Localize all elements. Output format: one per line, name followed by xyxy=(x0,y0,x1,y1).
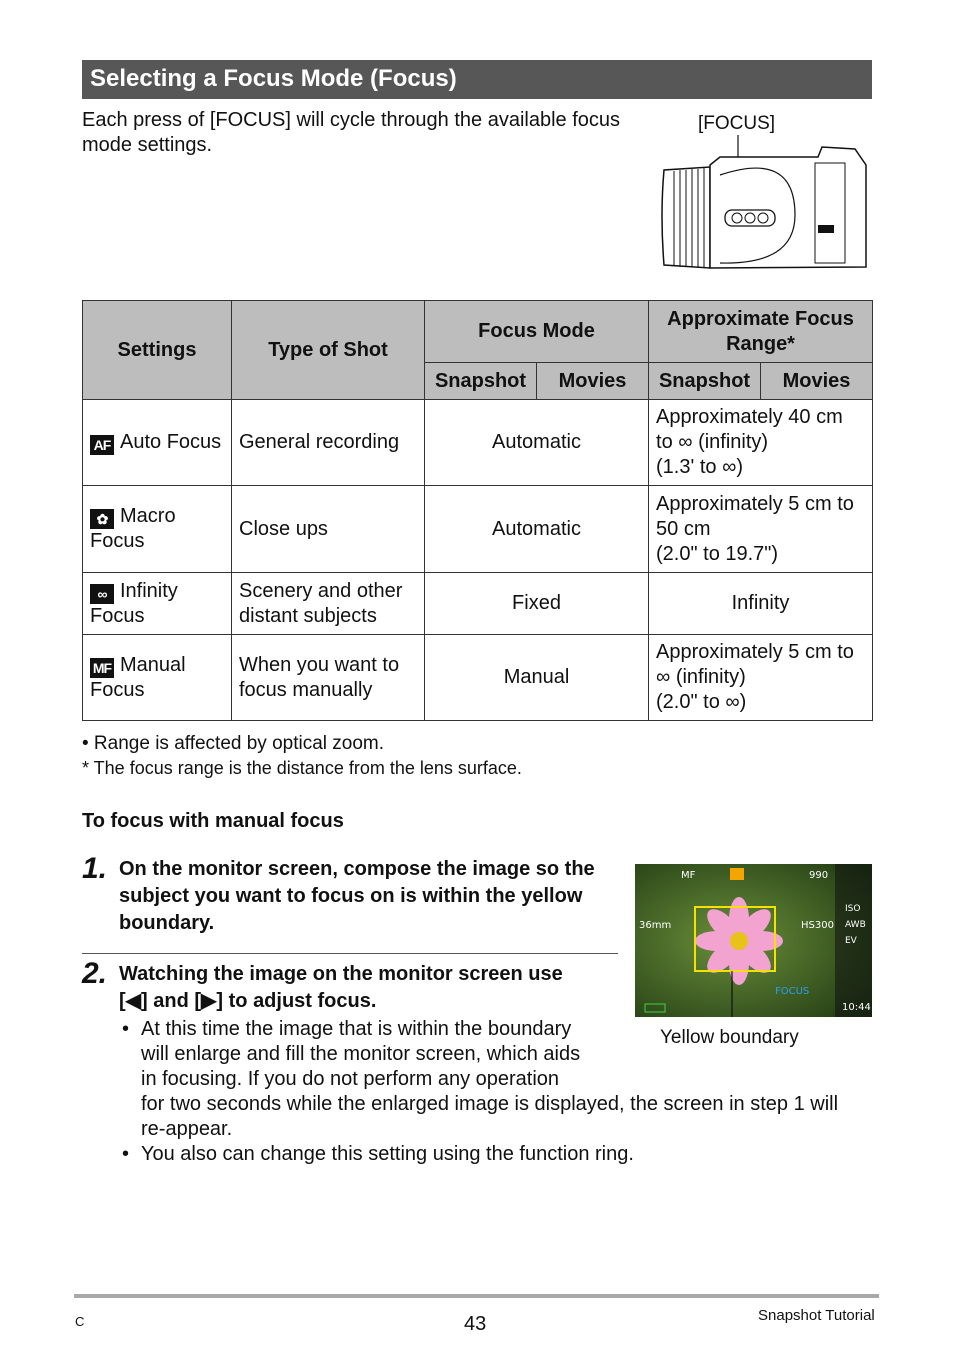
focus-indicator: FOCUS xyxy=(775,986,810,997)
header-focus-mode: Focus Mode xyxy=(425,301,649,363)
table-row xyxy=(83,573,873,635)
setting-name: Infinity Focus xyxy=(90,579,178,627)
svg-text:AWB: AWB xyxy=(845,920,866,930)
macro-flower-icon: ✿ xyxy=(90,509,114,529)
focus-range-value: Approximately 5 cm to ∞ (infinity) (2.0" to ∞) xyxy=(649,635,873,721)
clock: 10:44 xyxy=(842,1002,871,1013)
yellow-boundary-caption: Yellow boundary xyxy=(660,1027,799,1048)
focus-mode-value: Automatic xyxy=(425,400,649,486)
focus-range-value: Infinity xyxy=(649,573,873,635)
infinity-icon: ∞ xyxy=(90,584,114,604)
focus-mode-value: Automatic xyxy=(425,486,649,573)
step-text: On the monitor screen, compose the image so the subject you want to focus on is within the yellow boundary. xyxy=(119,858,595,934)
shot-type: Scenery and other distant subjects xyxy=(232,573,425,635)
focus-range-value: Approximately 40 cm to ∞ (infinity) (1.3' to ∞) xyxy=(649,400,873,486)
section-title-bar xyxy=(82,60,872,99)
footer-corner: C xyxy=(75,1314,85,1329)
shot-type: Close ups xyxy=(232,486,425,573)
note-asterisk: * The focus range is the distance from the lens surface. xyxy=(82,758,522,778)
step-text: Watching the image on the monitor screen use [◀] and [▶] to adjust focus. xyxy=(119,963,563,1012)
header-type-of-shot: Type of Shot xyxy=(232,301,425,400)
header-snapshot: Snapshot xyxy=(649,363,761,400)
focus-mode-table xyxy=(82,300,873,721)
header-settings: Settings xyxy=(83,301,232,400)
focus-mode-value: Fixed xyxy=(425,573,649,635)
footer-rule xyxy=(74,1294,879,1298)
bullet-item: • You also can change this setting using the function ring. xyxy=(122,1143,634,1165)
step-number: 2. xyxy=(82,957,108,990)
auto-focus-icon: AF xyxy=(90,435,114,455)
header-focus-range: Approximate Focus Range* xyxy=(649,301,873,363)
camera-illustration xyxy=(650,135,872,275)
mf-indicator: MF xyxy=(681,870,696,881)
header-movies: Movies xyxy=(761,363,873,400)
page-title: Selecting a Focus Mode (Focus) xyxy=(90,65,457,92)
shot-type: General recording xyxy=(232,400,425,486)
bullet-item: • At this time the image that is within the boundary will enlarge and fill the monitor screen, which aids in focusing. If you do not perform any operation for two seconds while the enlarged image is displayed, the screen in step 1 will re-appear. xyxy=(122,1018,839,1140)
page-number: 43 xyxy=(464,1313,487,1335)
focus-button-label: [FOCUS] xyxy=(698,113,776,134)
footer-section: Snapshot Tutorial xyxy=(758,1307,875,1324)
header-movies: Movies xyxy=(537,363,649,400)
table-row xyxy=(83,400,873,486)
focus-range-value: Approximately 5 cm to 50 cm (2.0" to 19.7") xyxy=(649,486,873,573)
hs-indicator: HS300 xyxy=(801,920,834,931)
subheading: To focus with manual focus xyxy=(82,810,344,832)
header-snapshot: Snapshot xyxy=(425,363,537,400)
step-1 xyxy=(82,852,612,934)
shot-type: When you want to focus manually xyxy=(232,635,425,721)
note-zoom: • Range is affected by optical zoom. xyxy=(82,733,385,754)
svg-text:ISO: ISO xyxy=(845,904,861,914)
manual-focus-icon: MF xyxy=(90,658,114,678)
monitor-screen-image xyxy=(635,864,872,1017)
setting-name: Manual Focus xyxy=(90,653,186,701)
intro-text: Each press of [FOCUS] will cycle through the available focus mode settings. xyxy=(82,109,621,156)
setting-name: Auto Focus xyxy=(120,431,222,453)
shot-count: 990 xyxy=(809,870,829,881)
divider xyxy=(82,953,618,954)
focal-length: 36mm xyxy=(639,920,672,931)
step-number: 1. xyxy=(82,852,108,885)
setting-name: Macro Focus xyxy=(90,505,176,552)
svg-text:EV: EV xyxy=(845,936,857,946)
table-row xyxy=(83,635,873,721)
table-row xyxy=(83,486,873,573)
focus-mode-value: Manual xyxy=(425,635,649,721)
table-notes xyxy=(82,731,522,781)
